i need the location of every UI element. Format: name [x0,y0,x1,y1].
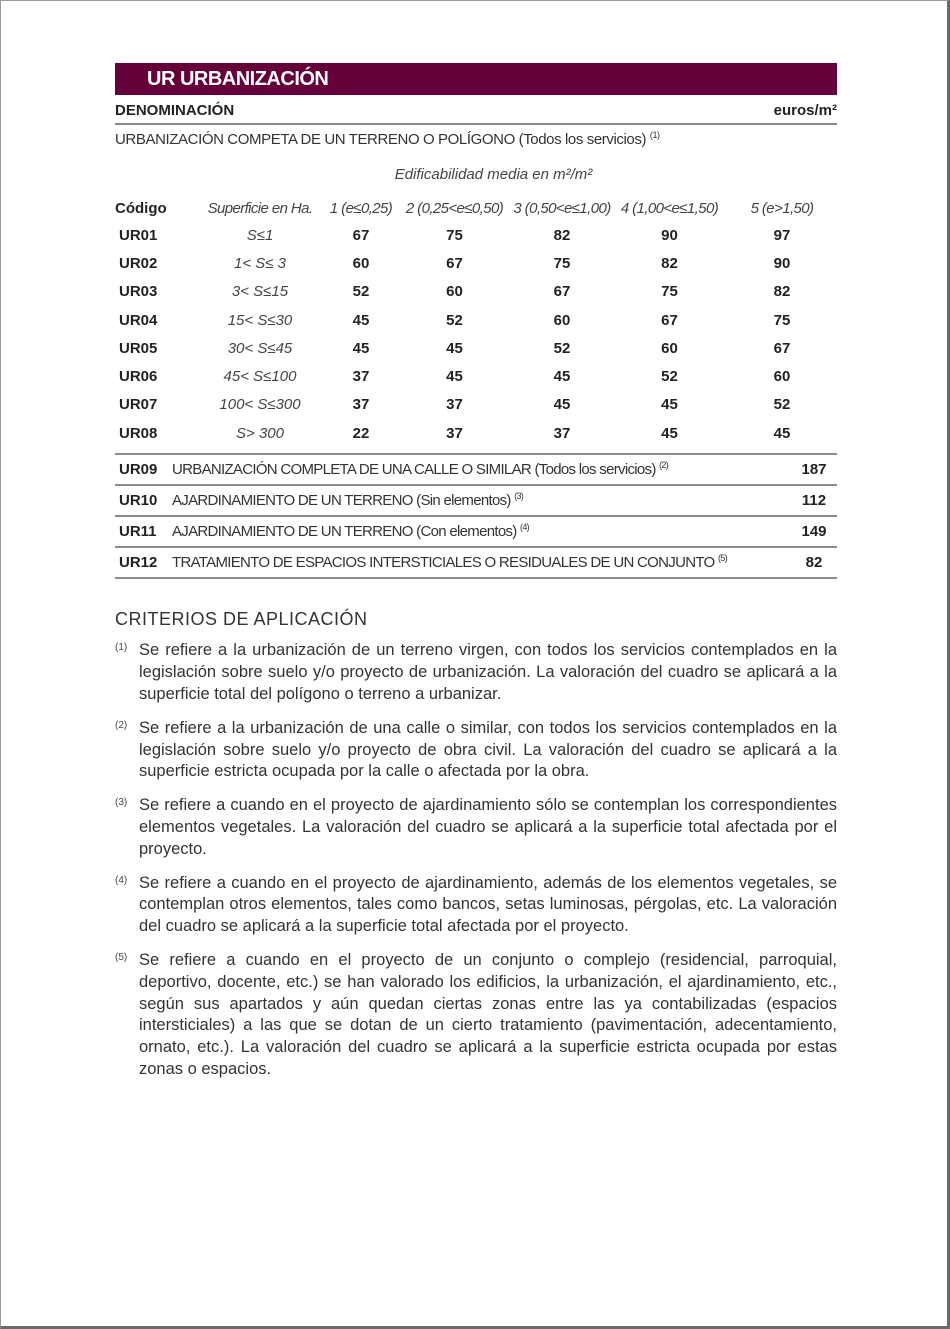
row-value: 75 [773,311,791,329]
grid-caption: Edificabilidad media en m²/m² [394,166,593,183]
item-row [115,486,837,517]
row-value: 52 [661,368,678,386]
row-value: 45 [352,311,370,329]
denomination-label: DENOMINACIÓN [115,102,235,119]
row-value: 52 [352,283,370,301]
note-text: Se refiere a la urbanización de una calle o similar, con todos los servicios contemplados en la legislación sobre suelo y/o proyecto de obra civil. La valoración del cuadro se aplicará a la superficie estricta ocupada por la calle o afectada por la obra. [139,718,837,781]
note-number: (5) [115,951,128,963]
item-code: UR10 [119,492,158,510]
row-value: 67 [352,226,370,244]
row-value: 97 [773,226,791,244]
note-number: (3) [115,797,128,809]
criteria-note [115,795,837,860]
item-value: 82 [805,554,823,572]
row-value: 67 [553,283,571,301]
footnote-ref: (1) [649,130,660,140]
row-value: 45 [661,396,678,414]
row-surface-range: 3< S≤15 [231,283,289,301]
row-surface-range: 15< S≤30 [227,311,293,329]
note-number: (1) [115,642,128,654]
subsection-title-text: URBANIZACIÓN COMPETA DE UN TERRENO O POLÍGONO (Todos los servicios) [115,131,647,148]
row-value: 90 [773,254,791,272]
grid-row [115,334,837,362]
item-description [172,554,791,571]
item-code: UR09 [119,461,158,479]
item-value: 112 [801,492,827,510]
footnote-ref: (4) [520,522,529,533]
row-value: 60 [352,254,370,272]
row-value: 75 [661,283,678,301]
row-value: 37 [352,368,370,386]
item-code: UR12 [119,554,158,572]
item-description-text: URBANIZACIÓN COMPLETA DE UNA CALLE O SIMILAR (Todos los servicios) [172,461,656,479]
criteria-notes [115,640,837,1080]
row-value: 52 [446,311,463,329]
row-value: 60 [773,368,791,386]
price-grid-table [115,195,837,447]
grid-header-row [115,195,837,221]
row-value: 45 [446,339,463,357]
item-row [115,517,837,548]
row-code: UR06 [119,368,158,386]
row-value: 37 [446,396,463,414]
row-surface-range: 1< S≤ 3 [233,254,287,272]
row-code: UR04 [119,311,158,329]
grid-row [115,306,837,334]
note-text: Se refiere a cuando en el proyecto de ajardinamiento sólo se contemplan los correspondientes elementos vegetales. La valoración del cuadro se aplicará a la superficie total afectada por el proyecto. [139,796,837,858]
header-col-2: 2 (0,25<e≤0,50) [405,199,504,217]
grid-row [115,419,837,447]
item-description [172,492,791,509]
items-list [115,453,837,579]
header-col-1: 1 (e≤0,25) [329,199,393,217]
grid-row [115,249,837,277]
header-col-3: 3 (0,50<e≤1,00) [513,199,611,217]
row-value: 67 [773,339,791,357]
row-value: 90 [661,226,678,244]
row-surface-range: 45< S≤100 [223,368,297,386]
row-value: 52 [773,396,791,414]
unit-label: euros/m² [773,102,837,119]
row-code: UR08 [119,424,158,442]
row-value: 37 [352,396,370,414]
row-surface-range: S≤1 [246,226,274,244]
note-text: Se refiere a cuando en el proyecto de ajardinamiento, además de los elementos vegetales, se contemplan otros elementos, tales como bancos, setas luminosas, pérgolas, etc. La valoración del cuadro se aplicará a la superficie total afectada por el proyecto. [139,873,837,936]
row-code: UR07 [119,396,158,414]
criteria-note [115,950,837,1081]
note-text: Se refiere a la urbanización de un terreno virgen, con todos los servicios contemplados en la legislación sobre suelo y/o proyecto de urbanización. La valoración del cuadro se aplicará a la superficie total del polígono o terreno a urbanizar. [139,641,837,703]
section-title: UR URBANIZACIÓN [147,67,329,90]
criteria-note [115,873,837,938]
grid-row [115,278,837,306]
criteria-title: CRITERIOS DE APLICACIÓN [115,609,368,630]
item-description-text: TRATAMIENTO DE ESPACIOS INTERSTICIALES O RESIDUALES DE UN CONJUNTO [172,554,715,572]
header-col-5: 5 (e>1,50) [750,199,814,217]
note-number: (4) [115,874,128,886]
item-value: 187 [801,461,827,479]
denomination-header [115,102,837,125]
item-code: UR11 [119,523,157,541]
row-surface-range: S> 300 [236,424,284,442]
header-col-4: 4 (1,00<e≤1,50) [620,199,719,217]
row-value: 82 [773,283,791,301]
note-text: Se refiere a cuando en el proyecto de un conjunto o complejo (residencial, parroquial, deportivo, docente, etc.) se han valorado los edificios, la urbanización, el ajardinamiento, etc., según sus apartados y aún quedan ciertas zonas entre las ya contabilizadas (espacios intersticiales) a las que se dotan de un cierto tratamiento (pavimentación, adecentamiento, ornato, etc.). La valoración del cuadro se aplicará a la superficie estricta ocupada por estas zonas o espacios. [139,950,837,1078]
item-description [172,461,791,478]
item-row [115,455,837,486]
grid-row [115,362,837,390]
section-title-bar [115,63,837,95]
header-superficie: Superficie en Ha. [207,199,313,217]
row-surface-range: 30< S≤45 [227,339,293,357]
row-value: 45 [553,396,571,414]
row-value: 52 [553,339,571,357]
row-value: 60 [553,311,571,329]
row-value: 45 [446,368,463,386]
row-value: 45 [661,424,678,442]
subsection-title [115,131,837,148]
grid-row [115,391,837,419]
row-value: 82 [553,226,571,244]
row-code: UR02 [119,254,158,272]
row-value: 22 [352,424,370,442]
row-code: UR05 [119,339,158,357]
item-row [115,548,837,579]
row-value: 75 [553,254,571,272]
criteria-note [115,718,837,783]
footnote-ref: (3) [514,491,524,502]
page-content [115,63,837,1093]
item-value: 149 [801,523,827,541]
row-value: 82 [661,254,678,272]
row-value: 60 [661,339,678,357]
row-value: 37 [446,424,463,442]
header-codigo: Código [115,199,167,217]
row-value: 45 [773,424,791,442]
grid-row [115,221,837,249]
note-number: (2) [115,719,128,731]
row-surface-range: 100< S≤300 [219,396,301,414]
row-value: 37 [553,424,571,442]
row-value: 67 [661,311,678,329]
row-code: UR03 [119,283,158,301]
row-value: 75 [446,226,463,244]
footnote-ref: (2) [659,460,669,471]
footnote-ref: (5) [717,553,727,564]
item-description-text: AJARDINAMIENTO DE UN TERRENO (Con elementos) [172,523,517,541]
criteria-note [115,640,837,705]
row-value: 45 [352,339,370,357]
row-code: UR01 [119,226,158,244]
row-value: 45 [553,368,571,386]
row-value: 60 [446,283,463,301]
row-value: 67 [446,254,463,272]
item-description [172,523,791,540]
item-description-text: AJARDINAMIENTO DE UN TERRENO (Sin elementos) [172,492,511,510]
